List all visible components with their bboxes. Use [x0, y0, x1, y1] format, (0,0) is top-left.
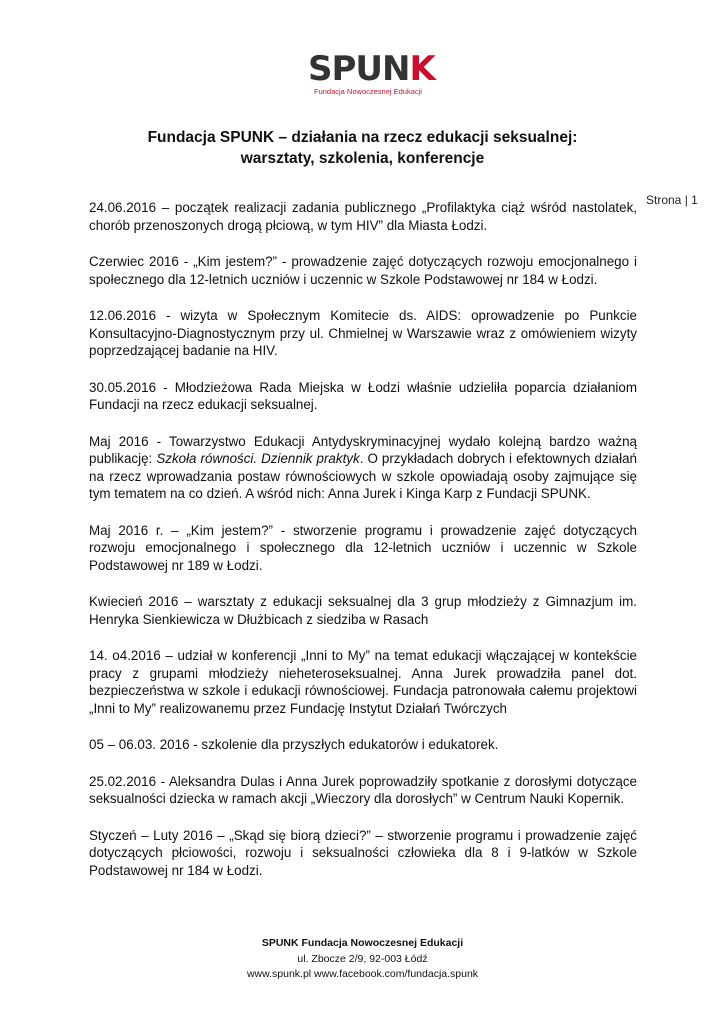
page-number: Strona | 1: [646, 193, 698, 207]
entries-list: [89, 199, 637, 898]
entry-paragraph: 12.06.2016 - wizyta w Społecznym Komitecie ds. AIDS: oprowadzenie po Punkcie Konsultacyjno-Diagnostycznym przy ul. Chmielnej w Warszawie wraz z omówieniem wizyty poprzedzającej badanie na HIV.: [89, 308, 637, 358]
entry-paragraph: [89, 433, 637, 503]
spunk-logo: [308, 49, 435, 98]
page-footer: [0, 936, 725, 983]
entry-paragraph: Styczeń – Luty 2016 – „Skąd się biorą dzieci?” – stworzenie programu i prowadzenie zajęć dotyczących płciowości, rozwoju i seksualności człowieka dla 8 i 9-latków w Szkole Podstawowej nr 184 w Łodzi.: [89, 827, 637, 878]
entry-paragraph: 14. o4.2016 – udział w konferencji „Inni to My” na temat edukacji włączającej w kontekście pracy z grupami młodzieży nieheteroseksualnej. Anna Jurek prowadziła panel dot. bezpieczeństwa w szkole i edukacji równościowej. Fundacja patronowała całemu projektowi „Inni to My” realizowanemu przez Fundację Instytut Działań Twórczych: [89, 648, 637, 716]
entry-paragraph: Czerwiec 2016 - „Kim jestem?” - prowadzenie zajęć dotyczących rozwoju emocjonalnego i społecznego dla 12-letnich uczniów i uczennic w Szkole Podstawowej nr 184 w Łodzi.: [89, 254, 637, 287]
entry-paragraph: 24.06.2016 – początek realizacji zadania publicznego „Profilaktyka ciąż wśród nastolatek, chorób przenoszonych drogą płciową, w tym HIV” dla Miasta Łodzi.: [89, 200, 637, 233]
entry-paragraph: Kwiecień 2016 – warsztaty z edukacji seksualnej dla 3 grup młodzieży z Gimnazjum im. Henryka Sienkiewicza w Dłużbicach z siedziba w Rasach: [89, 594, 637, 627]
entry-paragraph: 30.05.2016 - Młodzieżowa Rada Miejska w Łodzi właśnie udzieliła poparcia działaniom Fundacji na rzecz edukacji seksualnej.: [89, 379, 637, 412]
footer-links: www.spunk.pl www.facebook.com/fundacja.spunk: [246, 968, 479, 980]
title-line-2: warsztaty, szkolenia, konferencje: [240, 150, 485, 167]
entry-paragraph: Maj 2016 r. – „Kim jestem?” - stworzenie programu i prowadzenie zajęć dotyczących rozwoju emocjonalnego i społecznego dla 12-letnich uczniów i uczennic w Szkole Podstawowej nr 189 w Łodzi.: [89, 522, 637, 573]
entry-text: . O przykładach dobrych i efektownych działań na rzecz wprowadzania postaw równościowych w szkole opowiadają osoby zajmujące się tym tematem na co dzień. A wśród nich: Anna Jurek i Kinga Karp z Fundacji SPUNK.: [89, 451, 637, 501]
logo-wordmark: SPUNK: [308, 49, 435, 89]
page-title: [80, 127, 645, 169]
publication-title: Szkoła równości. Dziennik praktyk: [156, 451, 360, 466]
footer-org: SPUNK Fundacja Nowoczesnej Edukacji: [261, 937, 464, 949]
title-line-1: Fundacja SPUNK – działania na rzecz edukacji seksualnej:: [147, 129, 578, 146]
footer-address: ul. Zbocze 2/9, 92-003 Łódź: [297, 952, 428, 965]
logo-tagline: Fundacja Nowoczesnej Edukacji: [314, 87, 422, 96]
entry-paragraph: 25.02.2016 - Aleksandra Dulas i Anna Jurek poprowadziły spotkanie z dorosłymi dotyczące seksualności dziecka w ramach akcji „Wieczory dla dorosłych” w Centrum Nauki Kopernik.: [89, 773, 637, 806]
entry-paragraph: 05 – 06.03. 2016 - szkolenie dla przyszłych edukatorów i edukatorek.: [89, 737, 499, 752]
entry-text: Maj 2016 - Towarzystwo Edukacji Antydyskryminacyjnej wydało kolejną bardzo ważną publikację:: [89, 433, 637, 466]
